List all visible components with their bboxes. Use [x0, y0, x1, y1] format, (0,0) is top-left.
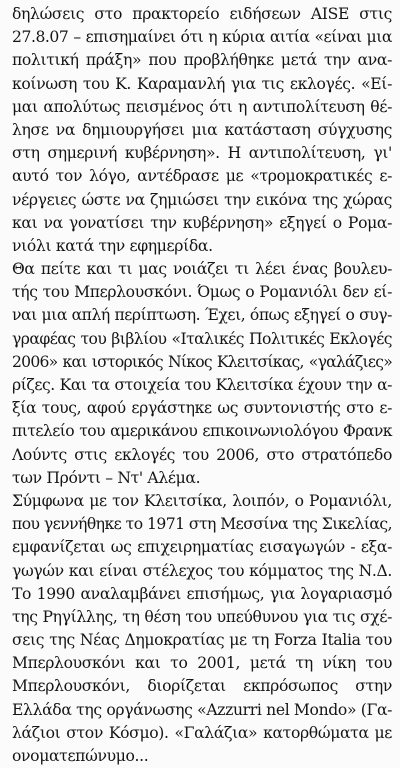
text-line: Σύμφωνα με τον Κλειτσίκα, λοιπόν, ο Ρομανιόλι, — [12, 491, 392, 510]
text-line: γραφέας του βιβλίου «Ιταλικές Πολιτικές Εκλογές — [12, 329, 392, 348]
text-line: εμφανίζεται ως επιχειρηματίας εισαγωγών - εξα- — [12, 538, 392, 557]
text-line: ναι μια απλή περίπτωση. Έχει, όπως εξηγεί ο συγ- — [12, 306, 392, 325]
text-line: των Πρόντι – Ντ' Αλέμα. — [12, 468, 201, 487]
text-line: Θα πείτε και τι μας νοιάζει τι λέει ένας βουλευ- — [12, 260, 392, 279]
text-line: τής του Μπερλουσκόνι. Όμως ο Ρομανιόλι δεν εί- — [12, 283, 392, 302]
text-line: γωγών και είναι στέλεχος του κόμματος της Ν.Δ. — [12, 561, 392, 580]
text-line: ρίζες. Και τα στοιχεία του Κλειτσίκα έχουν την α- — [12, 376, 392, 394]
text-line: λάζιοι στον Κόσμο). «Γαλάζια» κατορθώματα με — [12, 723, 392, 742]
text-line: 27.8.07 – επισημαίνει ότι η κύρια αιτία «είναι μια — [12, 28, 392, 47]
text-line: πολιτική πράξη» που προβλήθηκε μετά την ανα- — [12, 51, 392, 70]
text-line: λησε να δημιουργήσει μια κατάσταση σύγχυσης — [12, 120, 392, 139]
text-line: δηλώσεις στο πρακτορείο ειδήσεων AISE στις — [12, 5, 392, 23]
text-line: Μπερλουσκόνι, διορίζεται εκπρόσωπος στην — [12, 677, 392, 696]
text-line: και να γονατίσει την κυβέρνηση» εξηγεί ο Ρομα- — [12, 213, 392, 232]
text-line: ονοματεπώνυμο... — [12, 747, 149, 765]
text-line: κοίνωση του Κ. Καραμανλή για τις εκλογές. «Εί- — [12, 74, 392, 93]
text-line: ξία τους, αφού εργάστηκε ως συντονιστής στο ε- — [12, 399, 392, 418]
text-line: Λούντς στις εκλογές του 2006, στο στρατόπεδο — [12, 445, 392, 464]
text-line: μαι απολύτως πεισμένος ότι η αντιπολίτευση θέ- — [12, 97, 392, 116]
article-paragraph — [12, 3, 392, 258]
text-line: νιόλι κατά την εφημερίδα. — [12, 236, 213, 255]
text-line: σεις της Νέας Δημοκρατίας με τη Forza Italia του — [12, 631, 392, 650]
text-line: 2006» και ιστορικός Νίκος Κλειτσίκας, «γαλάζιες» — [12, 352, 392, 371]
text-line: αυτό τον λόγο, αντέδρασε με «τρομοκρατικές ε- — [12, 167, 392, 186]
text-line: που γεννήθηκε το 1971 στη Μεσσίνα της Σικελίας, — [12, 515, 392, 534]
article-paragraph — [12, 258, 392, 490]
text-line: στη σημερινή κυβέρνηση». Η αντιπολίτευση, γι' — [12, 144, 392, 163]
article-paragraph — [12, 490, 392, 768]
text-line: Μπερλουσκόνι και το 2001, μετά τη νίκη του — [12, 654, 392, 673]
text-line: Ελλάδα της οργάνωσης «Azzurri nel Mondo» (Γα- — [12, 700, 393, 719]
text-line: της Ρηγίλλης, τη θέση του υπεύθυνου για τις σχέ- — [12, 607, 392, 626]
article-text — [12, 3, 392, 768]
text-line: νέργειες ώστε να ζημιώσει την εικόνα της χώρας — [12, 190, 392, 209]
text-line: πιτελείο του αμερικάνου επικοινωνιολόγου Φρανκ — [12, 422, 392, 441]
text-line: Το 1990 αναλαμβάνει επισήμως, για λογαριασμό — [12, 584, 392, 603]
